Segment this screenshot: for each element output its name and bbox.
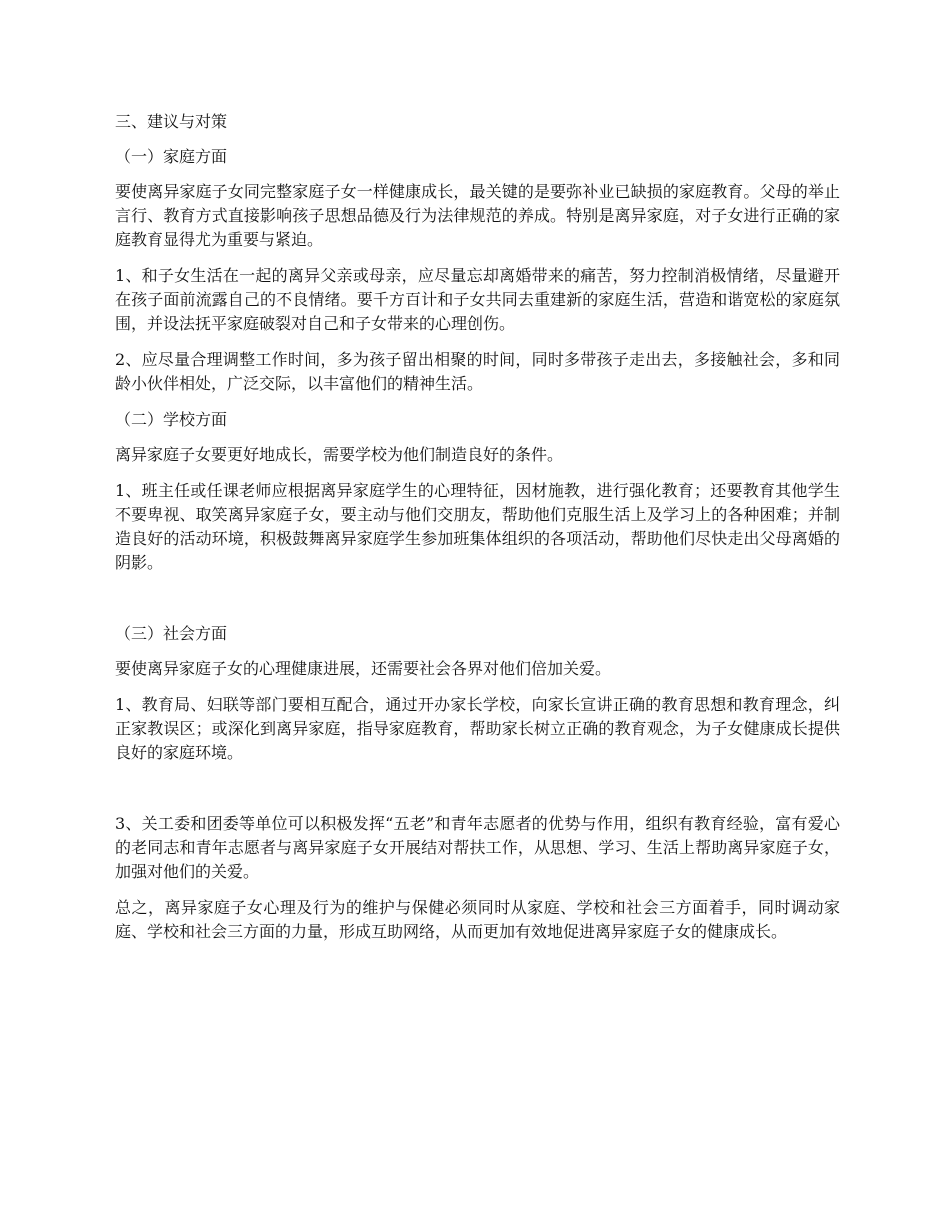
- school-heading: （二）学校方面: [115, 410, 228, 429]
- school-intro: 离异家庭子女要更好地成长，需要学校为他们制造良好的条件。: [115, 445, 564, 464]
- school-item-1: 1、班主任或任课老师应根据离异家庭学生的心理特征，因材施教，进行强化教育；还要教育其他学生不要卑视、取笑离异家庭子女，要主动与他们交朋友，帮助他们克服生活上及学习上的各种困难；并制造良好的活动环境，积极鼓舞离异家庭学生参加班集体组织的各项活动，帮助他们尽快走出父母离婚的阴影。: [115, 481, 840, 572]
- family-item-2: 2、应尽量合理调整工作时间，多为孩子留出相聚的时间，同时多带孩子走出去，多接触社会，多和同龄小伙伴相处，广泛交际，以丰富他们的精神生活。: [115, 350, 840, 393]
- society-item-1: 1、教育局、妇联等部门要相互配合，通过开办家长学校，向家长宣讲正确的教育思想和教育理念，纠正家教误区；或深化到离异家庭，指导家庭教育，帮助家长树立正确的教育观念，为子女健康成长提供良好的家庭环境。: [115, 695, 840, 762]
- spacer: [115, 777, 840, 812]
- family-item-1: 1、和子女生活在一起的离异父亲或母亲，应尽量忘却离婚带来的痛苦，努力控制消极情绪，尽量避开在孩子面前流露自己的不良情绪。要千方百计和子女共同去重建新的家庭生活，营造和谐宽松的家庭氛围，并设法抚平家庭破裂对自己和子女带来的心理创伤。: [115, 266, 840, 333]
- family-intro: 要使离异家庭子女同完整家庭子女一样健康成长，最关键的是要弥补业已缺损的家庭教育。父母的举止言行、教育方式直接影响孩子思想品德及行为法律规范的养成。特别是离异家庭，对子女进行正确的家庭教育显得尤为重要与紧迫。: [115, 182, 840, 249]
- society-intro: 要使离异家庭子女的心理健康进展，还需要社会各界对他们倍加关爱。: [115, 659, 612, 678]
- society-heading: （三）社会方面: [115, 624, 228, 643]
- conclusion: 总之，离异家庭子女心理及行为的维护与保健必须同时从家庭、学校和社会三方面着手，同时调动家庭、学校和社会三方面的力量，形成互助网络，从而更加有效地促进离异家庭子女的健康成长。: [115, 898, 840, 941]
- section-title: 三、建议与对策: [115, 112, 228, 131]
- spacer: [115, 587, 840, 622]
- family-heading: （一）家庭方面: [115, 147, 228, 166]
- society-item-3: 3、关工委和团委等单位可以积极发挥“五老”和青年志愿者的优势与作用，组织有教育经验，富有爱心的老同志和青年志愿者与离异家庭子女开展结对帮扶工作，从思想、学习、生活上帮助离异家庭子女，加强对他们的关爱。: [115, 814, 840, 881]
- document-page: [115, 110, 840, 956]
